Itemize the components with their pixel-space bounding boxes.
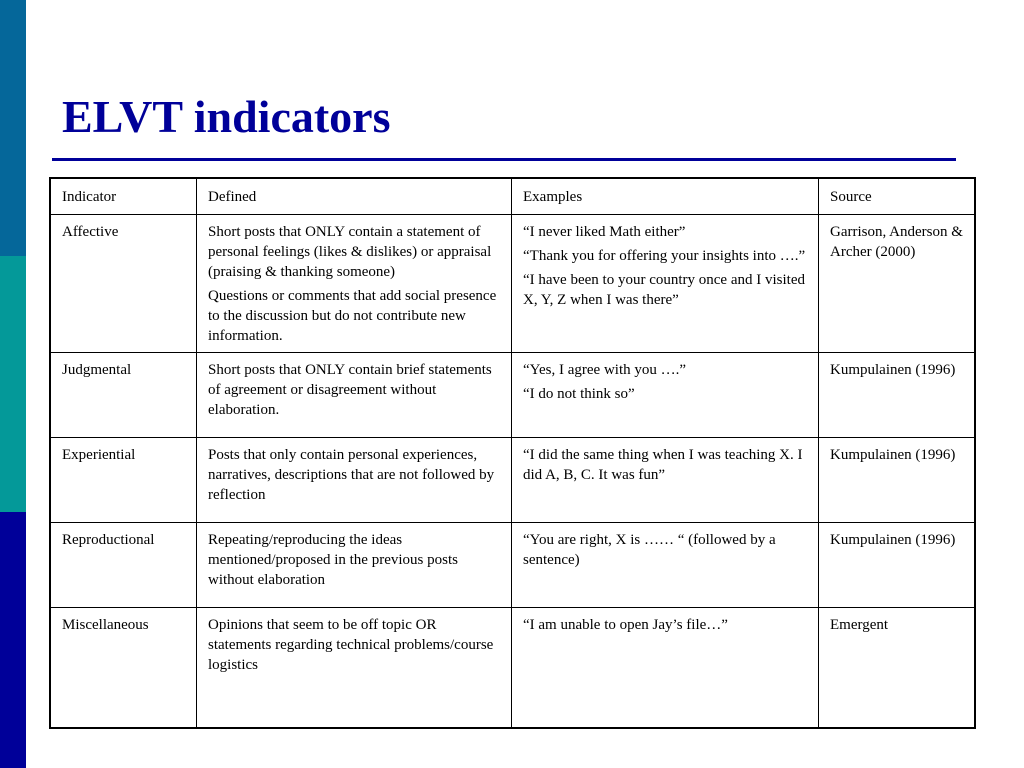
example-quote: “I have been to your country once and I visited X, Y, Z when I was there” (523, 272, 805, 308)
cell-defined (197, 215, 512, 353)
defined-paragraph: Short posts that ONLY contain brief statements of agreement or disagreement without elaboration. (208, 362, 492, 418)
cell-source: Kumpulainen (1996) (819, 353, 975, 438)
cell-indicator: Reproductional (51, 523, 197, 608)
cell-source: Kumpulainen (1996) (819, 438, 975, 523)
example-quote: “Thank you for offering your insights into ….” (523, 248, 806, 264)
defined-paragraph: Posts that only contain personal experiences, narratives, descriptions that are not followed by reflection (208, 447, 495, 503)
cell-indicator: Experiential (51, 438, 197, 523)
cell-examples (512, 438, 819, 523)
title-underline (52, 158, 956, 161)
example-quote: “I did the same thing when I was teaching X. I did A, B, C. It was fun” (523, 447, 803, 483)
cell-examples (512, 215, 819, 353)
cell-examples (512, 523, 819, 608)
table-row (51, 353, 975, 438)
table-row (51, 215, 975, 353)
cell-defined (197, 523, 512, 608)
defined-paragraph: Questions or comments that add social presence to the discussion but do not contribute new information. (208, 288, 497, 344)
side-accent-bar (0, 0, 26, 768)
side-bar-segment-middle (0, 256, 26, 512)
table-row (51, 523, 975, 608)
cell-source: Garrison, Anderson & Archer (2000) (819, 215, 975, 353)
table-row (51, 438, 975, 523)
side-bar-segment-top (0, 0, 26, 256)
defined-paragraph: Short posts that ONLY contain a statement of personal feelings (likes & dislikes) or appraisal (praising & thanking someone) (208, 224, 492, 280)
table-header-row (51, 179, 975, 215)
example-quote: “I never liked Math either” (523, 224, 686, 240)
cell-defined (197, 353, 512, 438)
table-row (51, 608, 975, 728)
cell-defined (197, 438, 512, 523)
example-quote: “I do not think so” (523, 386, 635, 402)
side-bar-segment-bottom (0, 512, 26, 768)
defined-paragraph: Repeating/reproducing the ideas mentioned/proposed in the previous posts without elaboration (208, 532, 458, 588)
slide-title: ELVT indicators (62, 91, 391, 142)
header-defined: Defined (197, 179, 512, 215)
cell-defined (197, 608, 512, 728)
cell-examples (512, 353, 819, 438)
cell-indicator: Miscellaneous (51, 608, 197, 728)
example-quote: “You are right, X is …… “ (followed by a sentence) (523, 532, 776, 568)
cell-examples (512, 608, 819, 728)
header-examples: Examples (512, 179, 819, 215)
header-indicator: Indicator (51, 179, 197, 215)
defined-paragraph: Opinions that seem to be off topic OR statements regarding technical problems/course logistics (208, 617, 494, 673)
indicators-table (50, 178, 975, 728)
cell-indicator: Affective (51, 215, 197, 353)
cell-indicator: Judgmental (51, 353, 197, 438)
example-quote: “I am unable to open Jay’s file…” (523, 617, 728, 633)
example-quote: “Yes, I agree with you ….” (523, 362, 687, 378)
header-source: Source (819, 179, 975, 215)
cell-source: Kumpulainen (1996) (819, 523, 975, 608)
cell-source: Emergent (819, 608, 975, 728)
